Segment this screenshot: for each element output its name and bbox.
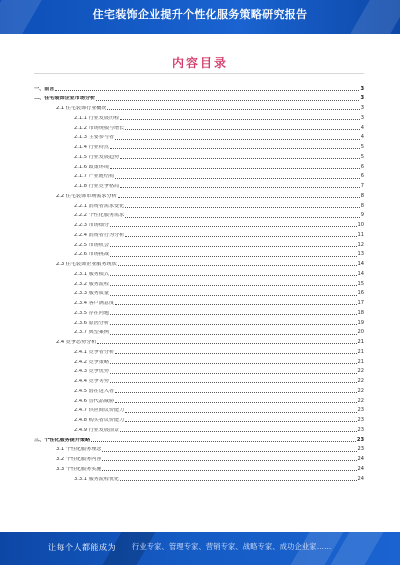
toc-leader-dots bbox=[97, 343, 356, 344]
toc-entry-text: 2.4.7 供应商议价能力 bbox=[74, 408, 125, 414]
toc-page-number: 22 bbox=[357, 387, 364, 394]
toc-page-number: 6 bbox=[360, 163, 364, 170]
toc-entry[interactable] bbox=[34, 209, 364, 219]
toc-page-number: 16 bbox=[357, 290, 364, 297]
toc-entry-text: 2.3.6 原因分析 bbox=[74, 320, 109, 326]
toc-entry-text: 2.3.1 服务模式 bbox=[74, 271, 109, 277]
toc-page-number: 23 bbox=[357, 426, 364, 433]
toc-entry-text: 3.3 个性化服务实施 bbox=[56, 466, 102, 472]
toc-entry[interactable] bbox=[34, 180, 364, 190]
toc-entry-text: 2.2.6 市场挑战 bbox=[74, 252, 109, 258]
toc-entry[interactable] bbox=[34, 453, 364, 463]
toc-entry-text: 2.1.4 行业特点 bbox=[74, 145, 109, 151]
toc-entry[interactable] bbox=[34, 365, 364, 375]
toc-leader-dots bbox=[107, 109, 359, 110]
toc-entry[interactable] bbox=[34, 297, 364, 307]
toc-entry[interactable] bbox=[34, 92, 364, 102]
toc-leader-dots bbox=[110, 382, 357, 383]
toc-entry-text: 2.2.5 市场机会 bbox=[74, 242, 109, 248]
toc-leader-dots bbox=[102, 460, 356, 461]
toc-entry[interactable] bbox=[34, 150, 364, 160]
toc-leader-dots bbox=[110, 373, 357, 374]
toc-page-number: 21 bbox=[357, 339, 364, 346]
toc-page-number: 23 bbox=[357, 417, 364, 424]
toc-page-number: 23 bbox=[357, 407, 364, 414]
toc-page-number: 24 bbox=[357, 456, 364, 463]
toc-entry[interactable] bbox=[34, 336, 364, 346]
toc-entry-text: 2.3.7 典型案例 bbox=[74, 330, 109, 336]
toc-page-number: 4 bbox=[360, 134, 364, 141]
footer-slogan: 让每个人都能成为 bbox=[48, 543, 116, 552]
toc-leader-dots bbox=[125, 412, 356, 413]
toc-entry-text: 2.4.3 竞争优势 bbox=[74, 369, 109, 375]
toc-leader-dots bbox=[110, 256, 357, 257]
toc-leader-dots bbox=[110, 363, 357, 364]
toc-entry-text: 一、前言 bbox=[34, 86, 55, 92]
toc-entry[interactable] bbox=[34, 404, 364, 414]
toc-page-number: 15 bbox=[357, 280, 364, 287]
toc-leader-dots bbox=[120, 119, 360, 120]
toc-entry-text: 2.4 竞争态势分析 bbox=[56, 340, 97, 346]
toc-entry[interactable] bbox=[34, 316, 364, 326]
toc-page-number: 20 bbox=[357, 329, 364, 336]
toc-entry-text: 2.1 住宅装饰行业概况 bbox=[56, 106, 107, 112]
toc-entry[interactable] bbox=[34, 345, 364, 355]
toc-entry[interactable] bbox=[34, 131, 364, 141]
toc-entry[interactable] bbox=[34, 375, 364, 385]
footer-subtitle: 行业专家、管理专家、营销专家、战略专家、成功企业家…… bbox=[132, 542, 332, 551]
toc-page-number: 17 bbox=[357, 300, 364, 307]
toc-entry[interactable] bbox=[34, 102, 364, 112]
toc-page-number: 24 bbox=[357, 465, 364, 472]
toc-entry[interactable] bbox=[34, 170, 364, 180]
toc-leader-dots bbox=[125, 421, 356, 422]
toc-entry[interactable] bbox=[34, 355, 364, 365]
footer-banner bbox=[0, 532, 400, 565]
toc-page-number: 23 bbox=[356, 436, 364, 443]
toc-leader-dots bbox=[120, 431, 356, 432]
toc-entry[interactable] bbox=[34, 199, 364, 209]
toc-entry[interactable] bbox=[34, 394, 364, 404]
toc-entry[interactable] bbox=[34, 141, 364, 151]
toc-page-number: 5 bbox=[360, 153, 364, 160]
toc-leader-dots bbox=[110, 226, 357, 227]
toc-page-number: 14 bbox=[357, 261, 364, 268]
toc-entry[interactable] bbox=[34, 306, 364, 316]
toc-leader-dots bbox=[125, 207, 360, 208]
toc-page-number: 5 bbox=[360, 144, 364, 151]
toc-leader-dots bbox=[115, 139, 360, 140]
toc-page-number: 9 bbox=[360, 212, 364, 219]
toc-page-number: 22 bbox=[357, 378, 364, 385]
toc-entry-text: 2.2.2 个性化服务需求 bbox=[74, 213, 125, 219]
toc-leader-dots bbox=[115, 178, 360, 179]
toc-leader-dots bbox=[110, 285, 357, 286]
toc-leader-dots bbox=[110, 168, 360, 169]
toc-page-number: 8 bbox=[360, 202, 364, 209]
toc-entry-text: 2.4.8 购买者议价能力 bbox=[74, 418, 125, 424]
toc-entry[interactable] bbox=[34, 160, 364, 170]
toc-leader-dots bbox=[110, 314, 357, 315]
toc-leader-dots bbox=[110, 275, 357, 276]
toc-entry-text: 二、住宅装饰企业市场分析 bbox=[34, 96, 96, 102]
toc-entry[interactable] bbox=[34, 277, 364, 287]
toc-leader-dots bbox=[55, 90, 359, 91]
report-title: 住宅装饰企业提升个性化服务策略研究报告 bbox=[92, 8, 308, 21]
toc-leader-dots bbox=[120, 480, 356, 481]
toc-entry[interactable] bbox=[34, 443, 364, 453]
toc-entry-text: 2.3 住宅装饰企业服务现状 bbox=[56, 262, 117, 268]
toc-entry-text: 2.1.3 主要参与者 bbox=[74, 135, 115, 141]
toc-entry[interactable] bbox=[34, 238, 364, 248]
toc-entry-text: 2.2.3 市场细分 bbox=[74, 223, 109, 229]
toc-entry-text: 3.1 个性化服务理念 bbox=[56, 447, 102, 453]
toc-entry-text: 2.1.2 市场规模与增长 bbox=[74, 125, 125, 131]
toc-entry-text: 3.2 个性化服务内容 bbox=[56, 457, 102, 463]
toc-leader-dots bbox=[115, 353, 356, 354]
toc-leader-dots bbox=[125, 129, 360, 130]
toc-page-number: 21 bbox=[357, 358, 364, 365]
toc-entry-text: 3.3.1 服务流程优化 bbox=[74, 476, 120, 482]
toc-entry[interactable] bbox=[34, 248, 364, 258]
toc-page-number: 7 bbox=[360, 183, 364, 190]
toc-entry[interactable] bbox=[34, 267, 364, 277]
toc-entry-text: 2.1.8 行业竞争格局 bbox=[74, 184, 120, 190]
toc-leader-dots bbox=[96, 100, 359, 101]
toc-page-number: 10 bbox=[357, 222, 364, 229]
toc-entry-text: 2.4.4 竞争劣势 bbox=[74, 379, 109, 385]
toc-entry-text: 2.3.4 客户满意度 bbox=[74, 301, 115, 307]
toc-leader-dots bbox=[125, 236, 356, 237]
toc-page-number: 12 bbox=[357, 241, 364, 248]
toc-entry-text: 2.3.5 存在问题 bbox=[74, 310, 109, 316]
toc-page-number: 19 bbox=[357, 319, 364, 326]
toc-leader-dots bbox=[115, 392, 356, 393]
toc-entry[interactable] bbox=[34, 423, 364, 433]
toc-entry-text: 2.1.5 行业发展趋势 bbox=[74, 154, 120, 160]
toc-page-number: 8 bbox=[360, 192, 364, 199]
toc-entry-text: 2.4.9 行业发展前景 bbox=[74, 427, 120, 433]
toc-page-number: 6 bbox=[360, 173, 364, 180]
toc-entry-text: 2.1.6 政策环境 bbox=[74, 164, 109, 170]
toc-leader-dots bbox=[110, 246, 357, 247]
toc-entry[interactable] bbox=[34, 82, 364, 92]
toc-page-number: 22 bbox=[357, 368, 364, 375]
toc-entry-text: 2.4.5 潜在进入者 bbox=[74, 388, 115, 394]
toc-entry-text: 2.1.7 产业链结构 bbox=[74, 174, 115, 180]
toc-entry[interactable] bbox=[34, 326, 364, 336]
toc-page-number: 23 bbox=[357, 446, 364, 453]
toc-leader-dots bbox=[120, 187, 360, 188]
toc-page-number: 14 bbox=[357, 270, 364, 277]
toc-page-number: 3 bbox=[360, 114, 364, 121]
toc-entry-text: 2.4.6 替代品威胁 bbox=[74, 398, 115, 404]
toc-entry[interactable] bbox=[34, 111, 364, 121]
toc-entry-text: 2.3.3 服务质量 bbox=[74, 291, 109, 297]
table-of-contents bbox=[34, 82, 364, 482]
toc-page-number: 13 bbox=[357, 251, 364, 258]
toc-page-number: 4 bbox=[360, 124, 364, 131]
toc-leader-dots bbox=[125, 217, 360, 218]
toc-leader-dots bbox=[115, 402, 356, 403]
toc-leader-dots bbox=[110, 324, 357, 325]
toc-entry[interactable] bbox=[34, 433, 364, 443]
toc-page-number: 3 bbox=[360, 105, 364, 112]
toc-divider bbox=[34, 73, 364, 74]
toc-entry-text: 2.4.2 竞争策略 bbox=[74, 359, 109, 365]
toc-entry[interactable] bbox=[34, 414, 364, 424]
toc-leader-dots bbox=[110, 334, 357, 335]
toc-leader-dots bbox=[118, 197, 360, 198]
toc-page-number: 22 bbox=[357, 397, 364, 404]
toc-leader-dots bbox=[110, 295, 357, 296]
toc-leader-dots bbox=[102, 470, 356, 471]
toc-entry[interactable] bbox=[34, 121, 364, 131]
toc-page-number: 3 bbox=[360, 95, 364, 102]
toc-page-number: 24 bbox=[357, 475, 364, 482]
toc-entry-text: 2.3.2 服务流程 bbox=[74, 281, 109, 287]
toc-leader-dots bbox=[118, 265, 357, 266]
toc-entry[interactable] bbox=[34, 228, 364, 238]
toc-entry[interactable] bbox=[34, 472, 364, 482]
toc-entry-text: 2.2.1 消费者需求变化 bbox=[74, 203, 125, 209]
toc-entry[interactable] bbox=[34, 189, 364, 199]
toc-heading: 内容目录 bbox=[171, 56, 228, 70]
report-header-banner bbox=[0, 0, 400, 34]
toc-page-number: 3 bbox=[360, 85, 364, 92]
toc-page-number: 11 bbox=[357, 231, 364, 238]
toc-leader-dots bbox=[110, 148, 360, 149]
toc-entry-text: 2.2.4 消费者行为分析 bbox=[74, 232, 125, 238]
toc-page-number: 21 bbox=[357, 348, 364, 355]
toc-entry-text: 三、个性化服务提升策略 bbox=[34, 437, 91, 443]
toc-entry-text: 2.2 住宅装饰市场需求分析 bbox=[56, 193, 117, 199]
toc-leader-dots bbox=[115, 304, 356, 305]
toc-entry[interactable] bbox=[34, 258, 364, 268]
toc-entry[interactable] bbox=[34, 462, 364, 472]
toc-entry-text: 2.1.1 行业发展历程 bbox=[74, 115, 120, 121]
toc-entry[interactable] bbox=[34, 287, 364, 297]
toc-leader-dots bbox=[102, 451, 356, 452]
toc-entry-text: 2.4.1 竞争者分析 bbox=[74, 349, 115, 355]
toc-entry[interactable] bbox=[34, 384, 364, 394]
toc-page-number: 18 bbox=[357, 309, 364, 316]
toc-leader-dots bbox=[91, 441, 356, 442]
toc-entry[interactable] bbox=[34, 219, 364, 229]
toc-leader-dots bbox=[120, 158, 360, 159]
